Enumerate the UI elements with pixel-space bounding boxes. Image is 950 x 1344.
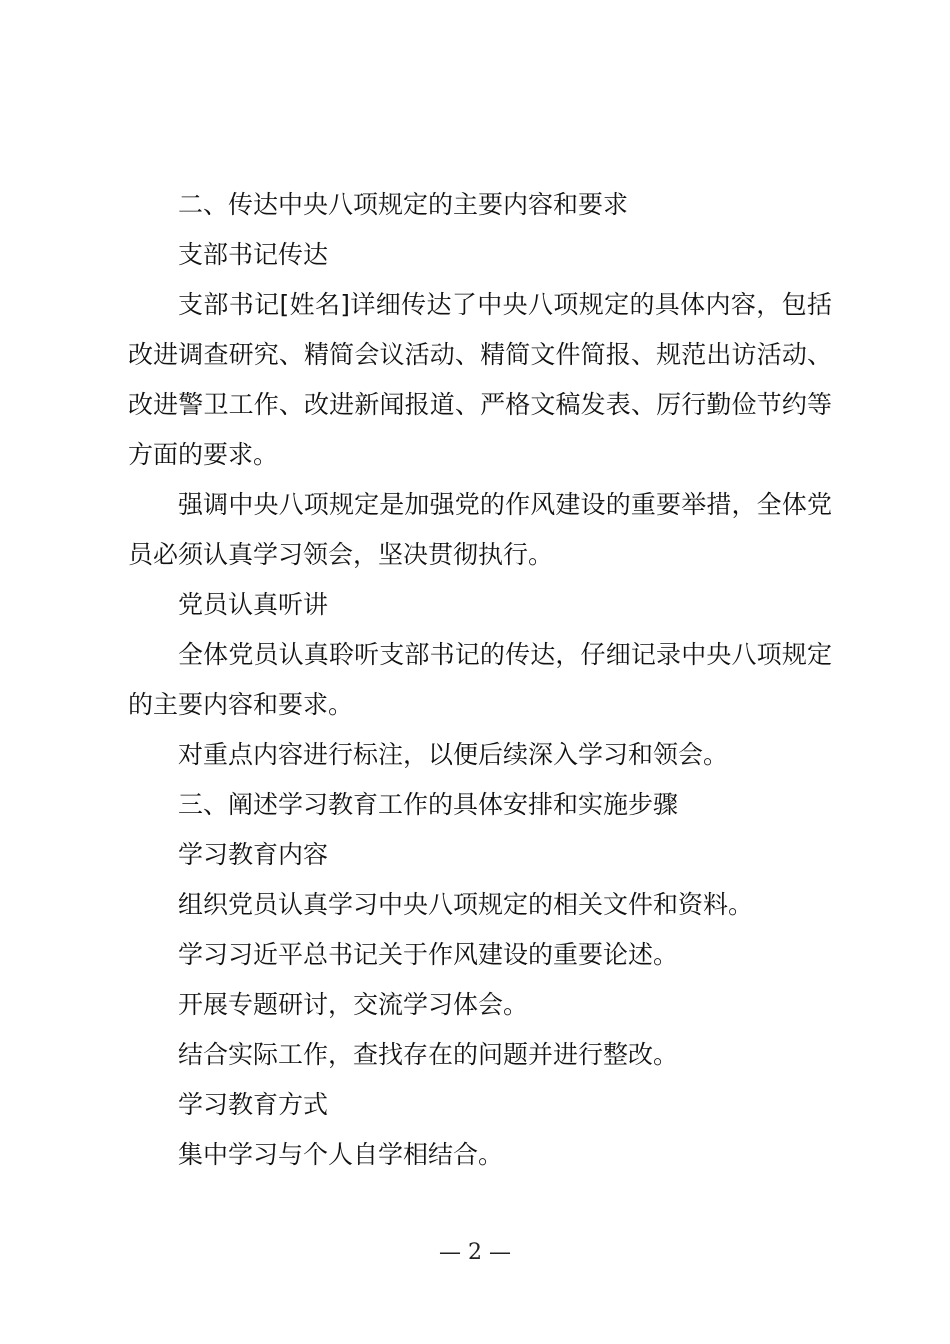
subheading-study-content: 学习教育内容 [178, 840, 329, 869]
paragraph-study-documents: 组织党员认真学习中央八项规定的相关文件和资料。 [178, 890, 754, 919]
paragraph-rectify: 结合实际工作，查找存在的问题并进行整改。 [178, 1040, 679, 1069]
section-heading-2: 二、传达中央八项规定的主要内容和要求 [178, 190, 629, 219]
paragraph-annotate: 对重点内容进行标注，以便后续深入学习和领会。 [178, 740, 729, 769]
paragraph-seminar: 开展专题研讨，交流学习体会。 [178, 990, 529, 1019]
section-heading-3: 三、阐述学习教育工作的具体安排和实施步骤 [178, 790, 679, 819]
page-number: — 2 — [439, 1240, 511, 1265]
paragraph-members-listen: 全体党员认真聆听支部书记的传达，仔细记录中央八项规定的主要内容和要求。 [128, 640, 832, 719]
subheading-secretary-relay: 支部书记传达 [178, 240, 329, 269]
paragraph-emphasis: 强调中央八项规定是加强党的作风建设的重要举措，全体党员必须认真学习领会，坚决贯彻执行。 [128, 490, 832, 569]
paragraph-combined-study: 集中学习与个人自学相结合。 [178, 1140, 504, 1169]
paragraph-study-discourse: 学习习近平总书记关于作风建设的重要论述。 [178, 940, 679, 969]
document-body [128, 180, 832, 1180]
subheading-study-method: 学习教育方式 [178, 1090, 329, 1119]
subheading-members-listen: 党员认真听讲 [178, 590, 329, 619]
paragraph-relay-content: 支部书记[姓名]详细传达了中央八项规定的具体内容，包括改进调查研究、精简会议活动、精简文件简报、规范出访活动、改进警卫工作、改进新闻报道、严格文稿发表、厉行勤俭节约等方面的要求。 [128, 290, 832, 469]
